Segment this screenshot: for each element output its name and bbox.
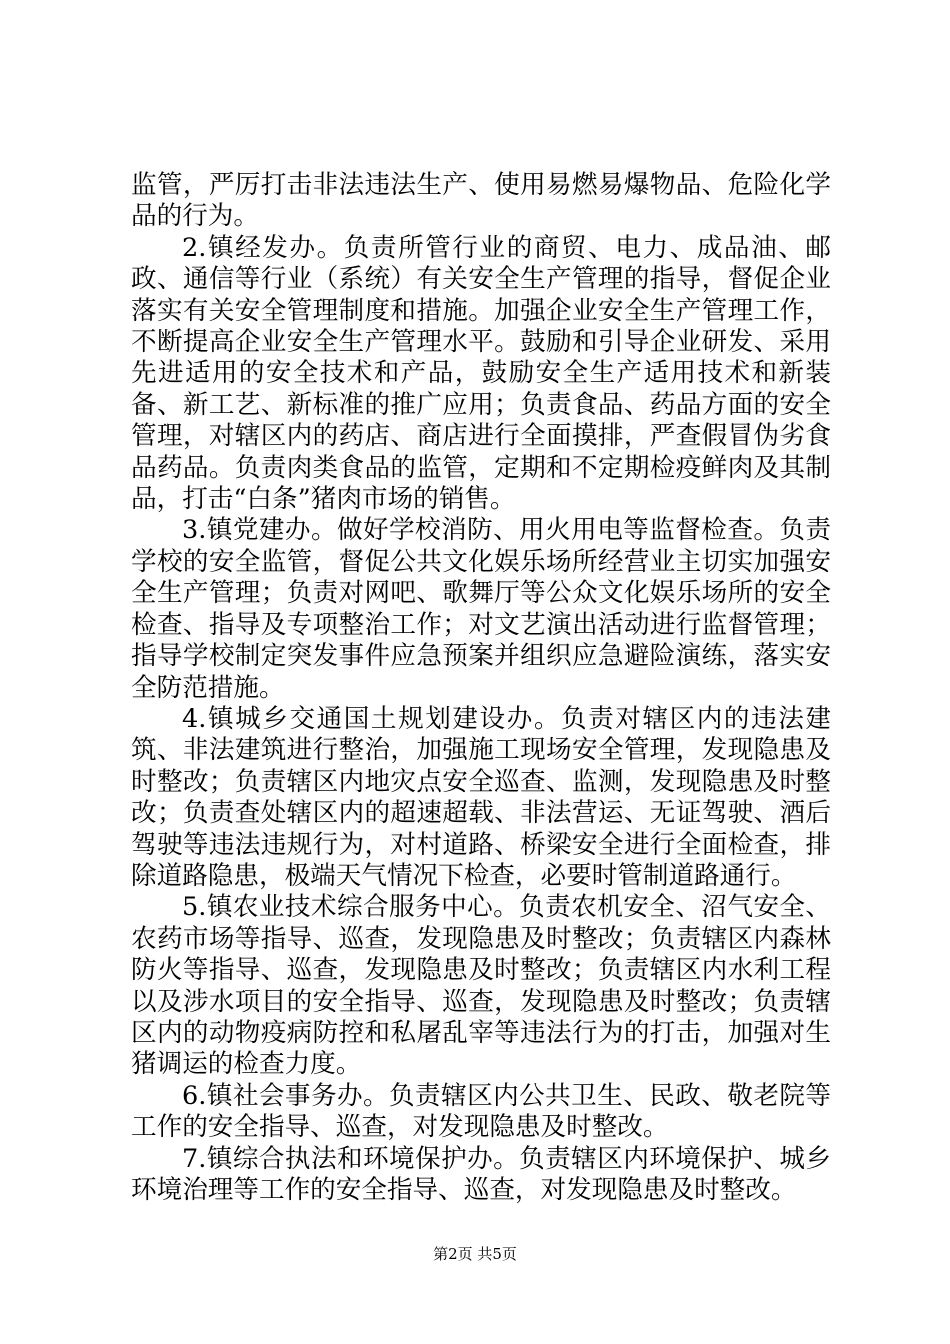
paragraph-item-5: 5.镇农业技术综合服务中心。负责农机安全、沼气安全、农药市场等指导、巡查，发现隐患及时整改；负责辖区内森林防火等指导、巡查，发现隐患及时整改；负责辖区内水利工程以及涉水项目的安全指导、巡查，发现隐患及时整改；负责辖区内的动物疫病防控和私屠乱宰等违法行为的打击，加强对生猪调运的检查力度。 xyxy=(131,892,831,1080)
paragraph-item-2: 2.镇经发办。负责所管行业的商贸、电力、成品油、邮政、通信等行业（系统）有关安全生产管理的指导，督促企业落实有关安全管理制度和措施。加强企业安全生产管理工作，不断提高企业安全生产管理水平。鼓励和引导企业研发、采用先进适用的安全技术和产品，鼓励安全生产适用技术和新装备、新工艺、新标准的推广应用；负责食品、药品方面的安全管理，对辖区内的药店、商店进行全面摸排，严查假冒伪劣食品药品。负责肉类食品的监管，定期和不定期检疫鲜肉及其制品，打击“白条”猪肉市场的销售。 xyxy=(131,232,831,515)
paragraph-continuation: 监管，严厉打击非法违法生产、使用易燃易爆物品、危险化学品的行为。 xyxy=(131,170,831,232)
document-body xyxy=(131,170,831,1206)
paragraph-item-4: 4.镇城乡交通国土规划建设办。负责对辖区内的违法建筑、非法建筑进行整治，加强施工现场安全管理，发现隐患及时整改；负责辖区内地灾点安全巡查、监测，发现隐患及时整改；负责查处辖区内的超速超载、非法营运、无证驾驶、酒后驾驶等违法违规行为，对村道路、桥梁安全进行全面检查，排除道路隐患，极端天气情况下检查，必要时管制道路通行。 xyxy=(131,703,831,891)
paragraph-item-7: 7.镇综合执法和环境保护办。负责辖区内环境保护、城乡环境治理等工作的安全指导、巡查，对发现隐患及时整改。 xyxy=(131,1143,831,1205)
page-number-footer: 第2页 共5页 xyxy=(433,1245,517,1263)
paragraph-item-6: 6.镇社会事务办。负责辖区内公共卫生、民政、敬老院等工作的安全指导、巡查，对发现隐患及时整改。 xyxy=(131,1080,831,1143)
paragraph-item-3: 3.镇党建办。做好学校消防、用火用电等监督检查。负责学校的安全监管，督促公共文化娱乐场所经营业主切实加强安全生产管理；负责对网吧、歌舞厅等公众文化娱乐场所的安全检查、指导及专项整治工作；对文艺演出活动进行监督管理；指导学校制定突发事件应急预案并组织应急避险演练，落实安全防范措施。 xyxy=(131,515,831,703)
